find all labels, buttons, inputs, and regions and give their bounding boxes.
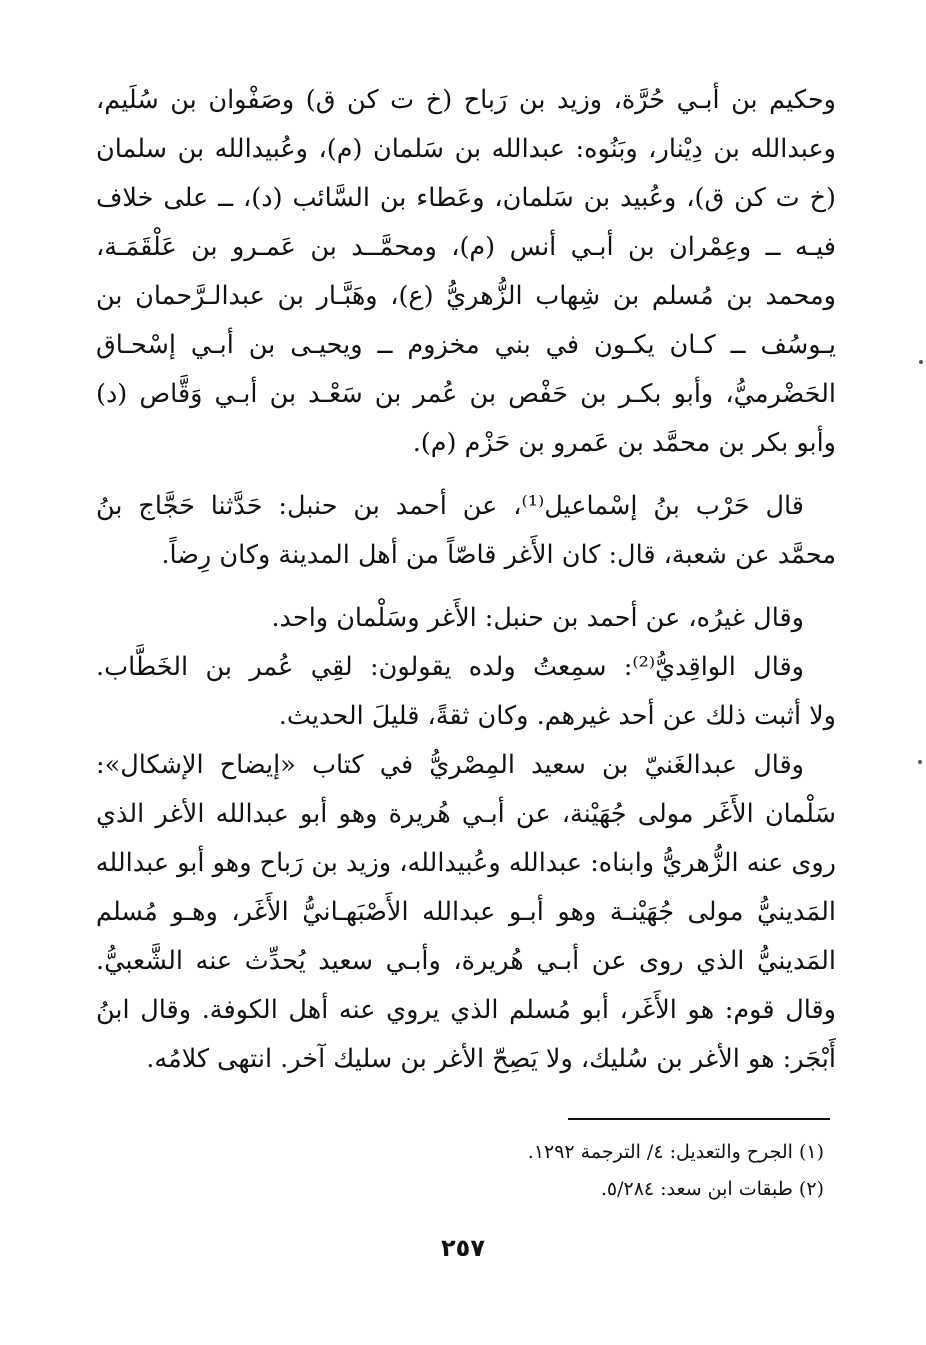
footnotes <box>224 1134 824 1208</box>
text-line: وعبدالله بن دِيْنار، وبَنُوه: عبدالله بن سَلمان (م)، وعُبيدالله بن سلمان <box>96 134 836 164</box>
text-line: وحكيم بن أبـي حُرَّة، وزيد بن رَباح (خ ت كن ق) وصَفْوان بن سُلَيم، <box>96 85 836 115</box>
text-line: ومحمد بن مُسلم بن شِهاب الزُّهريُّ (ع)، وهَبَّـار بن عبدالـرَّحمان بن <box>96 281 836 311</box>
footnote-2: (٢) طبقات ابن سعد: ٥/٢٨٤. <box>600 1178 824 1200</box>
text-line: ولا أثبت ذلك عن أحد غيرهم. وكان ثقةً، قليلَ الحديث. <box>278 701 836 731</box>
text-line: فيـه ــ وعِمْران بن أبـي أنس (م)، ومحمَّــد بن عَمـرو بن عَلْقَمَـة، <box>96 232 836 262</box>
text-line: يـوسُف ــ كـان يكـون في بني مخزوم ــ ويحيـى بن أبـي إسْحـاق <box>96 330 836 360</box>
text-line: المَدينيُّ الذي روى عن أبـي هُريرة، وأبـي سعيد يُحدِّث عنه الشَّعبيُّ. <box>96 946 836 976</box>
scan-mark <box>918 760 922 764</box>
text-line: وقال عبدالغَنيّ بن سعيد المِصْريُّ في كتاب «إيضاح الإشكال»: <box>96 750 804 780</box>
scan-mark <box>919 360 923 364</box>
footnote-separator <box>568 1118 830 1120</box>
text-line: وقال الواقِديُّ⁽²⁾: سمِعتُ ولده يقولون: لقِي عُمر بن الخَطَّاب. <box>96 652 804 682</box>
text-line: سَلْمان الأَغَر مولى جُهَيْنة، عن أبـي هُريرة وهو أبو عبدالله الأغر الذي <box>96 799 836 829</box>
text-line: محمَّد عن شعبة، قال: كان الأَغر قاصّاً من أهل المدينة وكان رِضاً. <box>161 540 836 570</box>
text-line: وقال قوم: هو الأَغَر، أبو مُسلم الذي يروي عنه أهل الكوفة. وقال ابنُ <box>96 995 836 1025</box>
footnote-1: (١) الجرح والتعديل: ٤/ الترجمة ١٢٩٢. <box>527 1141 824 1163</box>
text-line: (خ ت كن ق)، وعُبيد بن سَلمان، وعَطاء بن السَّائب (د)، ــ على خلاف <box>96 183 836 213</box>
text-line: وقال غيرُه، عن أحمد بن حنبل: الأَغر وسَلْمان واحد. <box>271 603 804 633</box>
page-number: ٢٥٧ <box>441 1234 485 1262</box>
text-line: وأبو بكر بن محمَّد بن عَمرو بن حَزْم (م). <box>412 428 836 458</box>
text-line: المَدينيُّ مولى جُهَيْنـة وهو أبـو عبدالله الأَصْبَهـانيُّ الأَغَر، وهـو مُسلم <box>96 897 836 927</box>
text-line: الحَضْرميُّ، وأبو بكـر بن حَفْص بن عُمر بن سَعْـد بن أبـي وَقَّاص (د) <box>96 379 836 409</box>
text-line: قال حَرْب بنُ إسْماعيل⁽¹⁾، عن أحمد بن حنبل: حَدَّثنا حَجَّاج بنُ <box>96 491 804 521</box>
text-line: أَبْجَر: هو الأغر بن سُليك، ولا يَصِحّ الأغر بن سليك آخر. انتهى كلامُه. <box>146 1044 836 1074</box>
text-line: روى عنه الزُّهريُّ وابناه: عبدالله وعُبيدالله، وزيد بن رَباح وهو أبو عبدالله <box>96 848 836 878</box>
main-text <box>96 76 836 1084</box>
